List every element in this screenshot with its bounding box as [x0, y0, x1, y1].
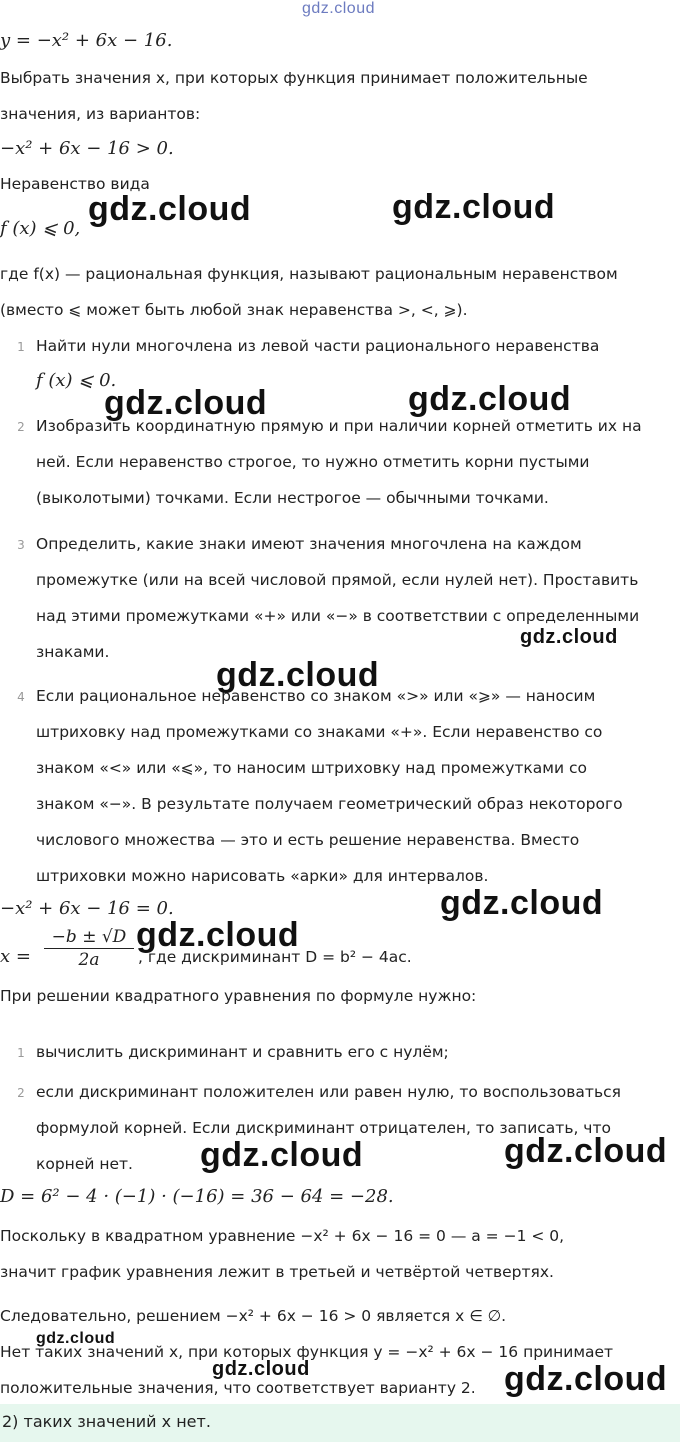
watermark: gdz.cloud — [440, 884, 604, 922]
rational-definition-line-2: (вместо ⩽ может быть любой знак неравенства >, <, ⩾). — [0, 301, 468, 319]
quadratic-intro: При решении квадратного уравнения по формуле нужно: — [0, 987, 477, 1005]
watermark: gdz.cloud — [200, 1136, 364, 1174]
quad-step-number: 1 — [17, 1046, 25, 1060]
watermark: gdz.cloud — [136, 916, 300, 954]
step-number: 3 — [17, 538, 25, 552]
roots-formula-lhs: x = — [0, 946, 31, 967]
step-number: 4 — [17, 690, 25, 704]
since-line-1: Поскольку в квадратном уравнение −x² + 6x − 16 = 0 — a = −1 < 0, — [0, 1227, 565, 1245]
task-text-line-1: Выбрать значения x, при которых функция принимает положительные — [0, 69, 588, 87]
step-text: числового множества — это и есть решение неравенства. Вместо — [36, 831, 580, 849]
watermark: gdz.cloud — [216, 656, 380, 694]
step-text: знаками. — [36, 643, 110, 661]
step-text: штриховки можно нарисовать «арки» для интервалов. — [36, 867, 489, 885]
conclusion: Следовательно, решением −x² + 6x − 16 > 0 является x ∈ ∅. — [0, 1307, 507, 1325]
watermark: gdz.cloud — [504, 1132, 668, 1170]
rational-definition-line-1: где f(x) — рациональная функция, называют рациональным неравенством — [0, 265, 618, 283]
watermark: gdz.cloud — [408, 380, 572, 418]
roots-formula-rest: , где дискриминант D = b² − 4ac. — [138, 948, 412, 966]
step-text: штриховку над промежутками со знаками «+». Если неравенство со — [36, 723, 603, 741]
step-text: Определить, какие знаки имеют значения многочлена на каждом — [36, 535, 582, 553]
quad-step-number: 2 — [17, 1086, 25, 1100]
quad-step-text: вычислить дискриминант и сравнить его с нулём; — [36, 1043, 449, 1061]
watermark: gdz.cloud — [392, 188, 556, 226]
top-watermark: gdz.cloud — [302, 0, 375, 17]
roots-formula-numerator: −b ± √D — [44, 926, 134, 949]
answer-box — [0, 1404, 680, 1442]
watermark: gdz.cloud — [212, 1358, 310, 1380]
inequality: −x² + 6x − 16 > 0. — [0, 138, 174, 159]
discriminant: D = 6² − 4 · (−1) · (−16) = 36 − 64 = −28. — [0, 1186, 394, 1207]
step-number: 1 — [17, 340, 25, 354]
step-text: знаком «−». В результате получаем геометрический образ некоторого — [36, 795, 623, 813]
watermark: gdz.cloud — [88, 190, 252, 228]
function-equation: y = −x² + 6x − 16. — [0, 30, 173, 51]
since-line-2: значит график уравнения лежит в третьей и четвёртой четвертях. — [0, 1263, 554, 1281]
step-text: Изобразить координатную прямую и при наличии корней отметить их на — [36, 417, 642, 435]
step-text: Если рациональное неравенство со знаком «>» или «⩾» — наносим — [36, 687, 596, 705]
step-text: (выколотыми) точками. Если нестрогое — обычными точками. — [36, 489, 549, 507]
watermark: gdz.cloud — [504, 1360, 668, 1398]
watermark: gdz.cloud — [104, 384, 268, 422]
quad-step-text: формулой корней. Если дискриминант отрицателен, то записать, что — [36, 1119, 611, 1137]
answer-text: 2) таких значений x нет. — [2, 1412, 211, 1431]
step-number: 2 — [17, 420, 25, 434]
quad-step-text: если дискриминант положителен или равен нулю, то воспользоваться — [36, 1083, 621, 1101]
final-line-2: положительные значения, что соответствует варианту 2. — [0, 1379, 476, 1397]
step-formula: f (x) ⩽ 0. — [36, 370, 117, 391]
step-text: над этими промежутками «+» или «−» в соответствии с определенными — [36, 607, 640, 625]
step-text: знаком «<» или «⩽», то наносим штриховку над промежутками со — [36, 759, 587, 777]
task-text-line-2: значения, из вариантов: — [0, 105, 201, 123]
equation-zero: −x² + 6x − 16 = 0. — [0, 898, 174, 919]
step-text: Найти нули многочлена из левой части рационального неравенства — [36, 337, 600, 355]
final-line-1: Нет таких значений x, при которых функция y = −x² + 6x − 16 принимает — [0, 1343, 614, 1361]
step-text: ней. Если неравенство строгое, то нужно отметить корни пустыми — [36, 453, 590, 471]
quad-step-text: корней нет. — [36, 1155, 133, 1173]
roots-formula-fraction — [44, 926, 134, 971]
inequality-view-label: Неравенство вида — [0, 175, 150, 193]
step-text: промежутке (или на всей числовой прямой, если нулей нет). Проставить — [36, 571, 639, 589]
roots-formula-denominator: 2a — [78, 950, 100, 970]
watermark: gdz.cloud — [520, 626, 618, 648]
watermark: gdz.cloud — [36, 1330, 116, 1347]
inequality-view-formula: f (x) ⩽ 0, — [0, 218, 81, 239]
